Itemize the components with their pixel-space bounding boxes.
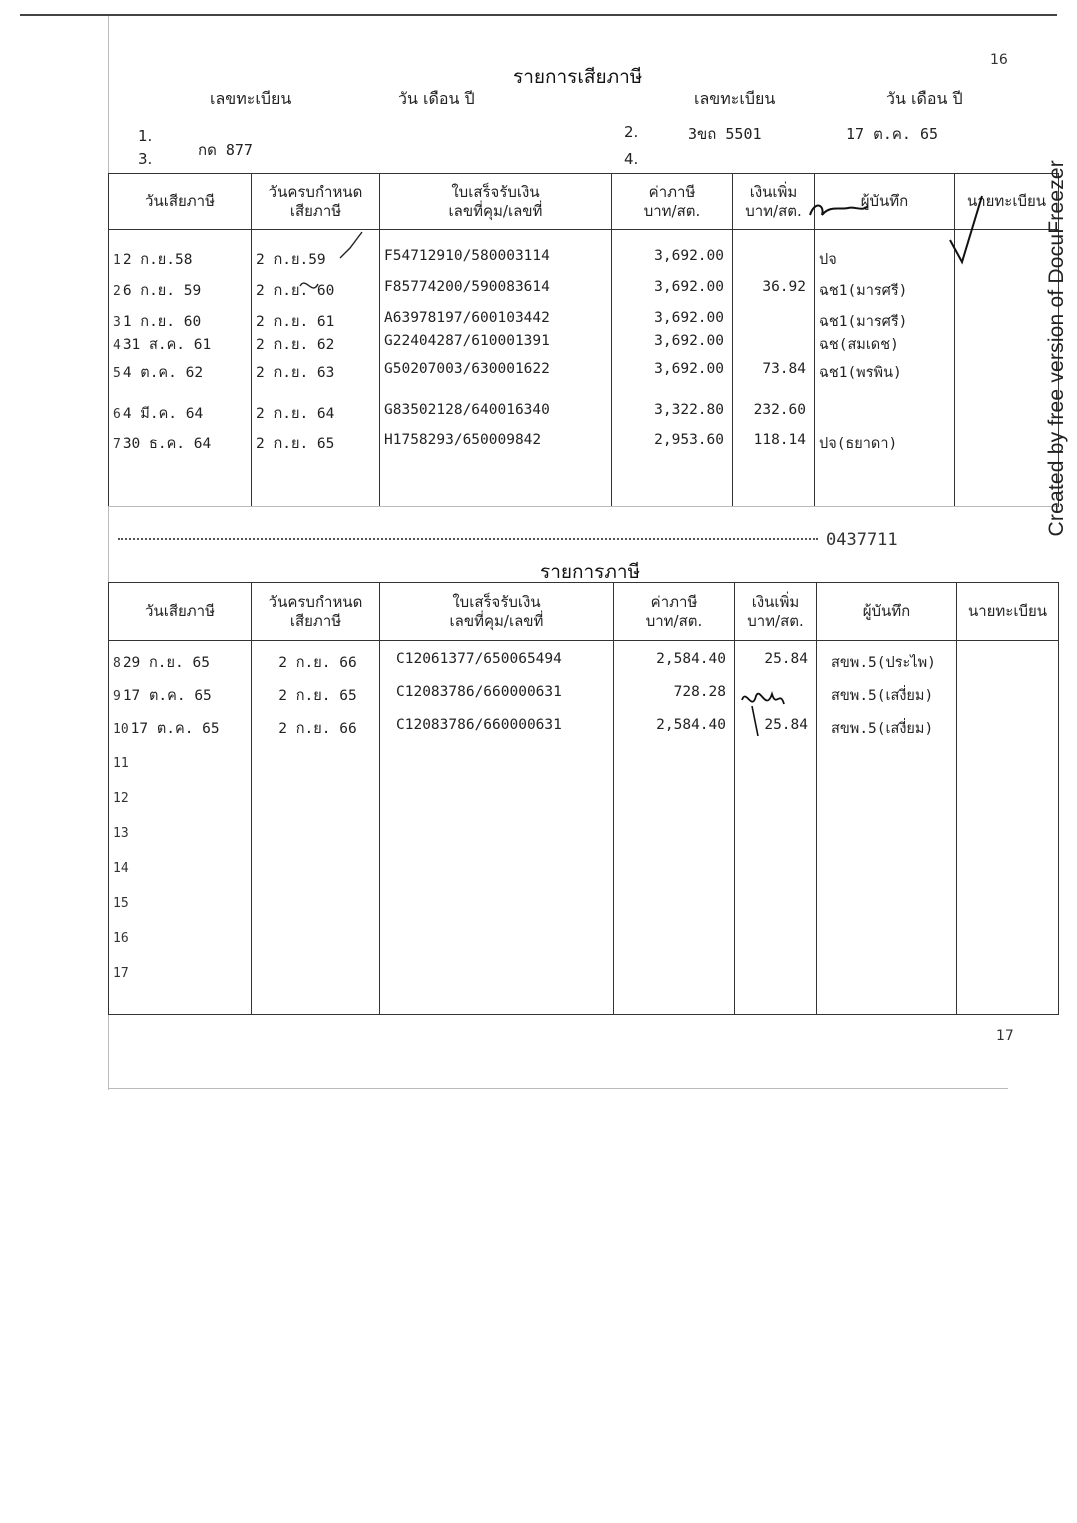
due-date: 2 ก.ย. 66 <box>278 654 357 671</box>
paid-date: 4 ต.ค. 62 <box>122 364 204 381</box>
receipt-no: F54712910/580003114 <box>384 247 550 264</box>
docufreezer-watermark: Created by free version of DocuFreezer <box>1045 160 1068 537</box>
paid-date: 2 ก.ย.58 <box>122 251 193 268</box>
tax-amount: 3,692.00 <box>654 247 724 264</box>
t2-header-due-date: วันครบกำหนด เสียภาษี <box>252 583 380 641</box>
receipt-no: C12061377/650065494 <box>396 650 562 667</box>
recorder: ฉช1(มารศรี) <box>819 313 908 330</box>
recorder: สขพ.5(เสงี่ยม) <box>831 720 934 737</box>
table-row: 12 <box>109 790 1059 825</box>
header-plate-right: เลขทะเบียน <box>694 89 776 108</box>
tax-amount: 3,692.00 <box>654 332 724 349</box>
due-date: 2 ก.ย.59 <box>256 251 326 268</box>
table-row: 7 30 ธ.ค. 64 2 ก.ย. 65 H1758293/650009842 2,953.60 118.14 ปจ(ธยาดา) <box>109 432 1059 507</box>
paid-date: 30 ธ.ค. 64 <box>122 435 212 452</box>
receipt-no: F85774200/590083614 <box>384 278 550 295</box>
due-date: 2 ก.ย. 65 <box>278 687 357 704</box>
table-row: 10 17 ต.ค. 65 2 ก.ย. 66 C12083786/660000631 2,584.40 25.84 สขพ.5(เสงี่ยม) <box>109 717 1059 755</box>
t2-header-recorder: ผู้บันทึก <box>817 583 957 641</box>
slot-3-num: 3. <box>138 150 153 168</box>
due-date: 2 ก.ย. 66 <box>278 720 357 737</box>
table-row: 6 4 มี.ค. 64 2 ก.ย. 64 G83502128/640016340 3,322.80 232.60 <box>109 402 1059 432</box>
table-row: 1 2 ก.ย.58 2 ก.ย.59 F54712910/580003114 3,692.00 ปจ <box>109 248 1059 279</box>
recorder: ปจ <box>819 251 837 268</box>
header-plate-left: เลขทะเบียน <box>210 89 292 108</box>
page-number-top: 16 <box>990 52 1008 68</box>
tax-amount: 2,953.60 <box>654 431 724 448</box>
t1-header-receipt: ใบเสร็จรับเงิน เลขที่คุม/เลขที่ <box>380 174 612 230</box>
t1-header-surcharge: เงินเพิ่ม บาท/สต. <box>733 174 815 230</box>
page-number-bottom: 17 <box>996 1028 1014 1044</box>
receipt-no: C12083786/660000631 <box>396 683 562 700</box>
t1-header-paid-date: วันเสียภาษี <box>109 174 252 230</box>
mid-stamp-number: 0437711 <box>826 530 898 550</box>
surcharge: 232.60 <box>753 401 806 418</box>
table2-title: รายการภาษี <box>540 561 641 583</box>
due-date: 2 ก.ย. 65 <box>256 435 335 452</box>
receipt-no: G22404287/610001391 <box>384 332 550 349</box>
table-row: 3 1 ก.ย. 60 2 ก.ย. 61 A63978197/600103442 3,692.00 ฉช1(มารศรี) <box>109 310 1059 333</box>
t2-header-paid-date: วันเสียภาษี <box>109 583 252 641</box>
t1-header-recorder: ผู้บันทึก <box>815 174 955 230</box>
table-row: 11 <box>109 755 1059 790</box>
tax-amount: 3,692.00 <box>654 309 724 326</box>
tax-amount: 728.28 <box>673 683 726 700</box>
paid-date: 17 ต.ค. 65 <box>130 720 220 737</box>
paid-date: 31 ส.ค. 61 <box>122 336 212 353</box>
recorder: สขพ.5(ประไพ) <box>831 654 936 671</box>
signature-stroke-icon <box>752 706 758 736</box>
surcharge: 118.14 <box>753 431 806 448</box>
header-date-right: วัน เดือน ปี <box>886 89 963 108</box>
receipt-no: G50207003/630001622 <box>384 360 550 377</box>
due-date: 2 ก.ย. 62 <box>256 336 335 353</box>
table-row: 2 6 ก.ย. 59 2 ก.ย. 60 F85774200/590083614 3,692.00 36.92 ฉช1(มารศรี) <box>109 279 1059 310</box>
table-row: 5 4 ต.ค. 62 2 ก.ย. 63 G50207003/630001622 3,692.00 73.84 ฉช1(พรพิน) <box>109 361 1059 402</box>
tax-amount: 3,692.00 <box>654 360 724 377</box>
t1-header-tax: ค่าภาษี บาท/สต. <box>612 174 733 230</box>
due-date: 2 ก.ย. 63 <box>256 364 335 381</box>
surcharge: 25.84 <box>764 650 808 667</box>
paid-date: 29 ก.ย. 65 <box>122 654 210 671</box>
signature-icon <box>810 206 868 215</box>
t1-header-due-date: วันครบกำหนด เสียภาษี <box>252 174 380 230</box>
table-row: 16 <box>109 930 1059 965</box>
paid-date: 6 ก.ย. 59 <box>122 282 202 299</box>
paid-date: 1 ก.ย. 60 <box>122 313 202 330</box>
t2-header-registrar: นายทะเบียน <box>957 583 1059 641</box>
tax-amount: 3,322.80 <box>654 401 724 418</box>
slot-2-plate: 3ขถ 5501 <box>688 125 762 143</box>
slot-2-num: 2. <box>624 123 639 141</box>
tax-amount: 2,584.40 <box>656 650 726 667</box>
table-row: 9 17 ต.ค. 65 2 ก.ย. 65 C12083786/660000631 728.28 สขพ.5(เสงี่ยม) <box>109 684 1059 717</box>
top-title: รายการเสียภาษี <box>513 66 643 88</box>
table-row: 4 31 ส.ค. 61 2 ก.ย. 62 G22404287/610001391 3,692.00 ฉช(สมเดช) <box>109 333 1059 361</box>
slot-1-num: 1. <box>138 127 153 145</box>
table-row: 15 <box>109 895 1059 930</box>
slot-2-date: 17 ต.ค. 65 <box>846 125 939 143</box>
due-date: 2 ก.ย. 60 <box>256 282 335 299</box>
surcharge: 73.84 <box>762 360 806 377</box>
tax-amount: 3,692.00 <box>654 278 724 295</box>
table-row: 14 <box>109 860 1059 895</box>
recorder: ฉช1(มารศรี) <box>819 282 908 299</box>
due-date: 2 ก.ย. 61 <box>256 313 335 330</box>
slot-1-plate: กด 877 <box>198 141 253 159</box>
due-date: 2 ก.ย. 64 <box>256 405 335 422</box>
handwritten-60-icon <box>300 283 318 288</box>
check-mark-icon <box>340 232 362 258</box>
recorder: ฉช(สมเดช) <box>819 336 899 353</box>
t2-header-surcharge: เงินเพิ่ม บาท/สต. <box>735 583 817 641</box>
t2-header-receipt: ใบเสร็จรับเงิน เลขที่คุม/เลขที่ <box>380 583 614 641</box>
paid-date: 17 ต.ค. 65 <box>122 687 212 704</box>
receipt-no: C12083786/660000631 <box>396 716 562 733</box>
paid-date: 4 มี.ค. 64 <box>122 405 204 422</box>
tax-amount: 2,584.40 <box>656 716 726 733</box>
t1-header-registrar: นายทะเบียน <box>955 174 1059 230</box>
table-row: 17 <box>109 965 1059 1015</box>
check-mark-icon <box>950 196 982 262</box>
receipt-no: A63978197/600103442 <box>384 309 550 326</box>
surcharge: 25.84 <box>764 716 808 733</box>
recorder: ปจ(ธยาดา) <box>819 435 898 452</box>
receipt-no: G83502128/640016340 <box>384 401 550 418</box>
table-row: 13 <box>109 825 1059 860</box>
handwritten-initials-icon <box>742 694 784 704</box>
receipt-no: H1758293/650009842 <box>384 431 542 448</box>
header-date-left: วัน เดือน ปี <box>398 89 475 108</box>
surcharge: 36.92 <box>762 278 806 295</box>
slot-4-num: 4. <box>624 150 639 168</box>
recorder: ฉช1(พรพิน) <box>819 364 902 381</box>
table-row: 8 29 ก.ย. 65 2 ก.ย. 66 C12061377/650065494 2,584.40 25.84 สขพ.5(ประไพ) <box>109 651 1059 684</box>
t2-header-tax: ค่าภาษี บาท/สต. <box>614 583 735 641</box>
recorder: สขพ.5(เสงี่ยม) <box>831 687 934 704</box>
